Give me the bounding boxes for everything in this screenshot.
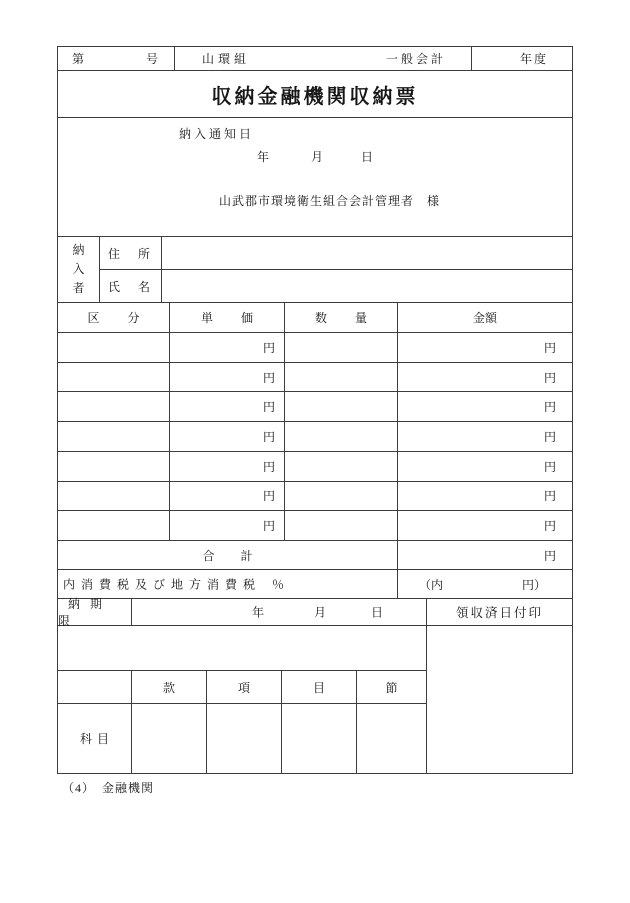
yen-suffix: 円: [543, 548, 556, 563]
kan-value-cell: [132, 704, 207, 773]
category-cell: [58, 452, 170, 481]
budget-columns-header: [58, 671, 426, 704]
unit-price-cell: [170, 333, 285, 362]
category-cell: [58, 392, 170, 421]
category-cell: [58, 511, 170, 540]
amount-cell: [398, 482, 572, 511]
amount-cell: [398, 392, 572, 421]
deadline-label-cell: [58, 597, 132, 628]
payer-vertical-label: [58, 237, 100, 302]
amount-cell: [398, 422, 572, 451]
payer-block: [58, 237, 572, 303]
unit-price-cell: [170, 452, 285, 481]
account-type: 一般会計: [385, 52, 446, 66]
yen-suffix: 円: [543, 489, 556, 504]
setsu-value-cell: [357, 704, 426, 773]
tax-percent-sign: ％: [272, 577, 285, 592]
kou-value-cell: [207, 704, 282, 773]
deadline-day-label: 日: [371, 605, 384, 620]
blank-area: [58, 626, 426, 671]
notice-month-label: 月: [311, 150, 324, 164]
stamp-label: 領収済日付印: [455, 606, 543, 620]
total-label-cell: [58, 541, 398, 569]
yen-suffix: 円: [543, 340, 556, 355]
payer-char-3: 者: [72, 281, 85, 295]
tax-paren-open: （内: [419, 577, 444, 592]
quantity-cell: [285, 363, 398, 392]
yen-suffix: 円: [543, 430, 556, 445]
budget-header-spacer: [58, 671, 132, 703]
payer-char-2: 入: [72, 262, 85, 276]
amount-cell: [398, 333, 572, 362]
items-table: [58, 333, 572, 541]
unit-price-cell: [170, 363, 285, 392]
category-cell: [58, 363, 170, 392]
notice-year-label: 年: [257, 150, 270, 164]
category-cell: [58, 422, 170, 451]
quantity-cell: [285, 333, 398, 362]
item-row: [58, 363, 572, 393]
col-header-setsu: 節: [385, 680, 398, 695]
moku-value-cell: [282, 704, 357, 773]
unit-price-cell: [170, 511, 285, 540]
quantity-cell: [285, 482, 398, 511]
yen-suffix: 円: [543, 370, 556, 385]
payer-char-1: 納: [72, 243, 85, 257]
yen-suffix: 円: [262, 459, 275, 474]
tax-inner-amount-cell: [398, 570, 572, 598]
address-value-cell: [162, 237, 572, 269]
footer-note: （4） 金融機関: [62, 781, 155, 795]
total-amount-cell: [398, 541, 572, 569]
category-cell: [58, 482, 170, 511]
quantity-cell: [285, 392, 398, 421]
col-header-kou: 項: [207, 671, 282, 703]
document-number-cell: [58, 47, 175, 70]
total-label: 合 計: [202, 548, 260, 563]
category-cell: [58, 333, 170, 362]
item-row: [58, 392, 572, 422]
quantity-cell: [285, 422, 398, 451]
amount-cell: [398, 363, 572, 392]
deadline-year-label: 年: [252, 605, 265, 620]
organization-abbr: 山環組: [202, 52, 251, 66]
yen-suffix: 円: [262, 340, 275, 355]
bottom-section: [58, 599, 572, 773]
form-header-row: [58, 47, 572, 71]
tax-label-cell: [58, 570, 398, 598]
item-row: [58, 511, 572, 541]
notice-day-label: 日: [361, 150, 374, 164]
total-row: [58, 541, 572, 570]
notice-date-label: 納入通知日: [179, 127, 255, 141]
unit-price-cell: [170, 392, 285, 421]
receipt-form: [57, 46, 573, 774]
yen-suffix: 円: [262, 370, 275, 385]
item-row: [58, 482, 572, 512]
col-header-moku: 目: [282, 671, 357, 703]
name-value-cell: [162, 270, 572, 302]
deadline-month-label: 月: [314, 605, 327, 620]
deadline-label: 納期限: [58, 597, 113, 628]
col-header-unit-price: 単 価: [170, 303, 285, 332]
tax-label: 内消費税及び地方消費税: [63, 577, 262, 592]
deadline-row: [58, 599, 426, 626]
stamp-column: [427, 599, 572, 773]
col-header-amount: 金額: [472, 311, 497, 325]
yen-suffix: 円: [262, 519, 275, 534]
yen-suffix: 円: [262, 400, 275, 415]
tax-row: [58, 570, 572, 599]
quantity-cell: [285, 511, 398, 540]
col-header-category: 区 分: [58, 303, 170, 332]
yen-suffix: 円: [543, 519, 556, 534]
item-row: [58, 333, 572, 363]
stamp-header: [427, 599, 572, 626]
yen-suffix: 円: [543, 400, 556, 415]
unit-price-cell: [170, 482, 285, 511]
yen-suffix: 円: [543, 459, 556, 474]
amount-cell: [398, 452, 572, 481]
quantity-cell: [285, 452, 398, 481]
col-header-quantity: 数 量: [285, 303, 398, 332]
yen-suffix: 円: [262, 489, 275, 504]
name-label: [100, 270, 162, 302]
stamp-area: [427, 626, 572, 773]
fiscal-year-label: 年度: [519, 52, 548, 66]
number-prefix: 第: [72, 52, 85, 66]
address-label: [100, 237, 162, 269]
item-row: [58, 452, 572, 482]
tax-paren-close: 円）: [521, 577, 546, 592]
budget-values-row: [58, 704, 426, 773]
yen-suffix: 円: [262, 430, 275, 445]
subject-label-cell: [58, 704, 132, 773]
item-row: [58, 422, 572, 452]
org-account-cell: [175, 47, 472, 70]
address-label-text: 住 所: [107, 246, 153, 261]
title-row: [58, 71, 572, 118]
amount-cell: [398, 511, 572, 540]
addressee: 山武郡市環境衛生組合会計管理者 様: [219, 194, 441, 208]
col-header-kan: 款: [132, 671, 207, 703]
number-suffix: 号: [145, 52, 158, 66]
name-label-text: 氏 名: [107, 279, 153, 294]
unit-price-cell: [170, 422, 285, 451]
subject-label: 科目: [79, 732, 114, 746]
form-title: 収納金融機関収納票: [211, 85, 419, 108]
notice-section: [58, 118, 572, 237]
items-header-row: [58, 303, 572, 333]
fiscal-year-cell: [472, 47, 572, 70]
